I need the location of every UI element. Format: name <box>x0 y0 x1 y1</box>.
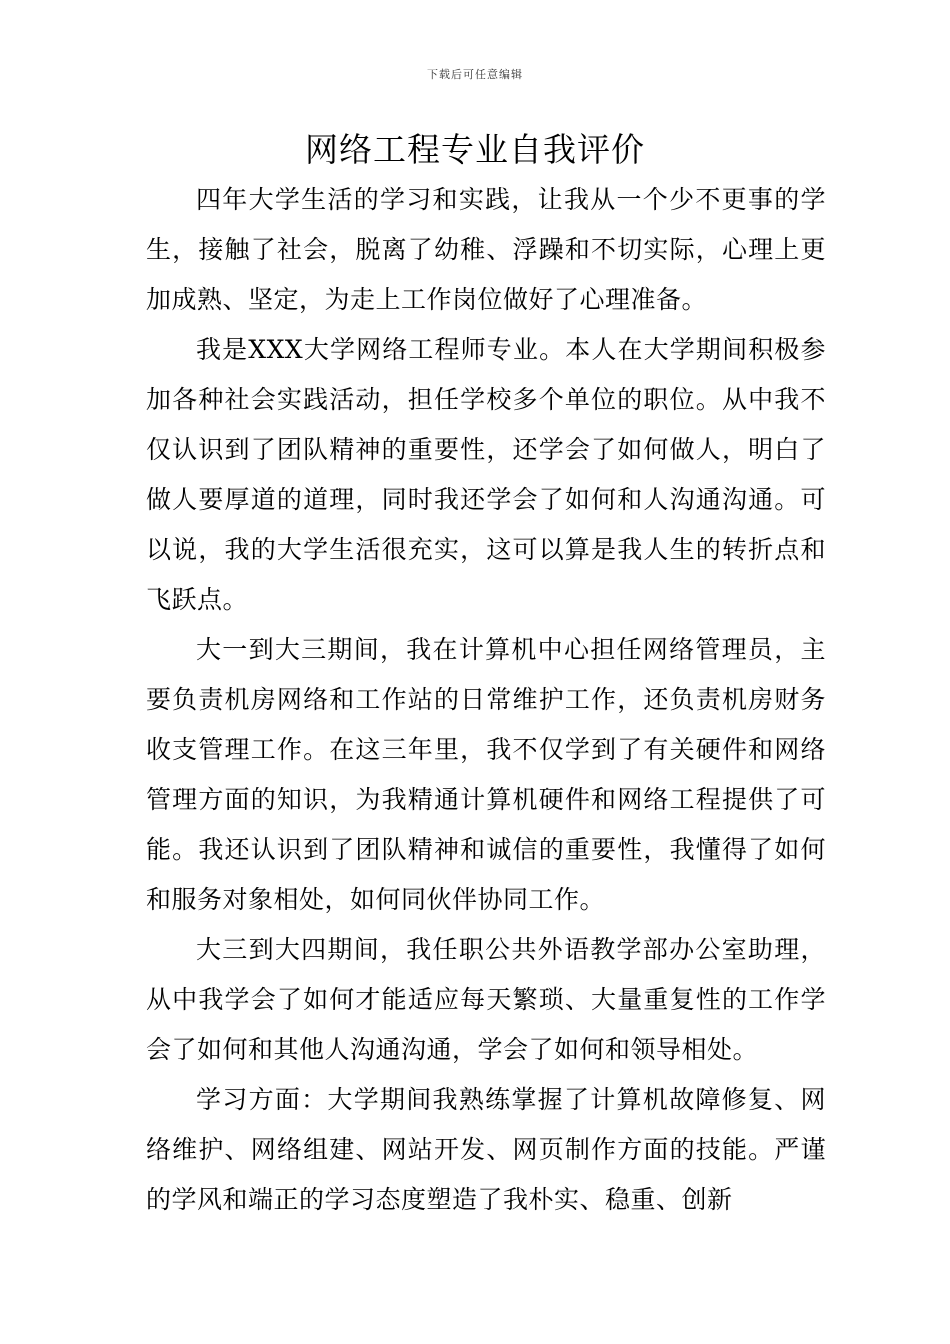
paragraph: 我是XXX大学网络工程师专业。本人在大学期间积极参加各种社会实践活动，担任学校多个单位的职位。从中我不仅认识到了团队精神的重要性，还学会了如何做人，明白了做人要厚道的道理，同时我还学会了如何和人沟通沟通。可以说，我的大学生活很充实，这可以算是我人生的转折点和飞跃点。 <box>146 335 826 614</box>
paragraph: 学习方面：大学期间我熟练掌握了计算机故障修复、网络维护、网络组建、网站开发、网页制作方面的技能。严谨的学风和端正的学习态度塑造了我朴实、稳重、创新 <box>146 1085 826 1214</box>
document-title: 网络工程专业自我评价 <box>305 130 645 169</box>
paragraph: 大一到大三期间，我在计算机中心担任网络管理员，主要负责机房网络和工作站的日常维护工作，还负责机房财务收支管理工作。在这三年里，我不仅学到了有关硬件和网络管理方面的知识，为我精通计算机硬件和网络工程提供了可能。我还认识到了团队精神和诚信的重要性，我懂得了如何和服务对象相处，如何同伙伴协同工作。 <box>146 635 826 914</box>
page-header-note: 下载后可任意编辑 <box>427 68 523 81</box>
paragraph: 四年大学生活的学习和实践，让我从一个少不更事的学生，接触了社会，脱离了幼稚、浮躁和不切实际，心理上更加成熟、坚定，为走上工作岗位做好了心理准备。 <box>146 185 826 314</box>
document-body <box>146 175 826 1225</box>
paragraph: 大三到大四期间，我任职公共外语教学部办公室助理，从中我学会了如何才能适应每天繁琐、大量重复性的工作学会了如何和其他人沟通沟通，学会了如何和领导相处。 <box>146 935 826 1064</box>
